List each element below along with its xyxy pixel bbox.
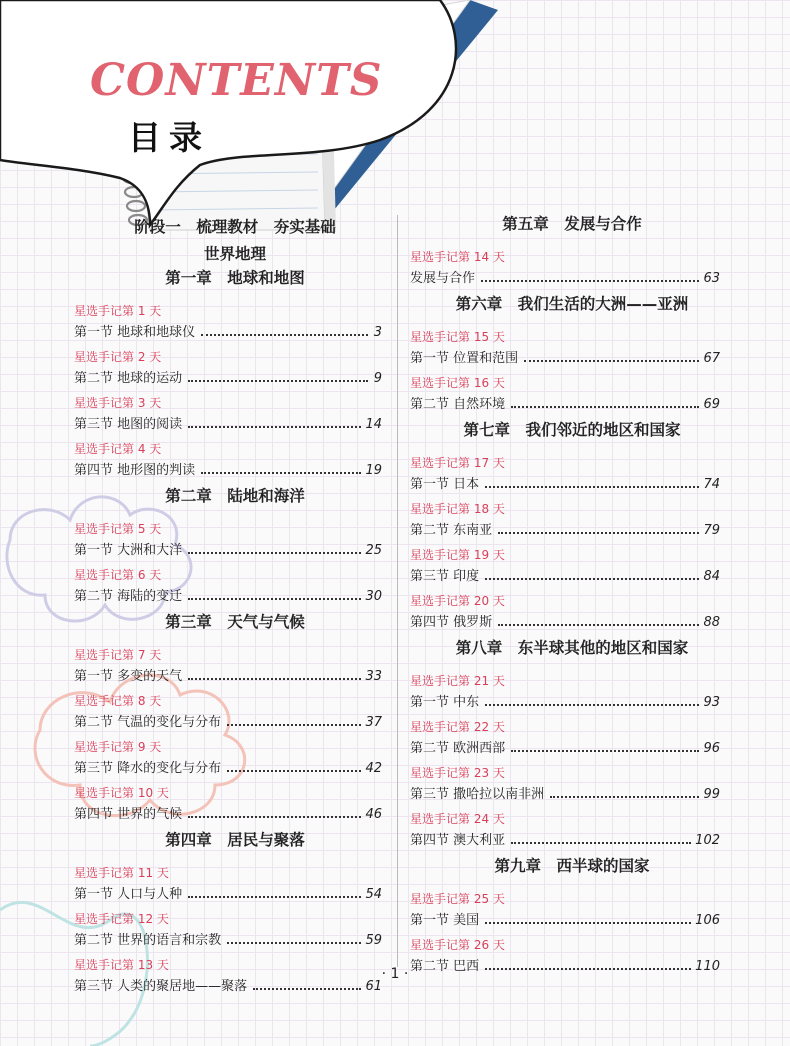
toc-entry[interactable] [410, 566, 720, 590]
study-note-label: 星选手记第 25 天 [410, 892, 505, 906]
study-note-label: 星选手记第 16 天 [410, 376, 505, 390]
toc-page-number: 63 [703, 271, 720, 286]
toc-entry[interactable] [410, 394, 720, 418]
toc-entry-label: 第二节 世界的语言和宗教 [74, 933, 222, 948]
toc-entry[interactable] [410, 692, 720, 716]
toc-entry[interactable] [74, 460, 382, 484]
toc-entry-label: 第一节 位置和范围 [410, 351, 519, 366]
toc-page-number: 110 [695, 959, 720, 974]
toc-entry[interactable] [74, 884, 382, 908]
toc-entry-label: 第一节 大洲和大洋 [74, 543, 183, 558]
toc-entry-label: 第二节 欧洲西部 [410, 741, 506, 756]
toc-entry-label: 第四节 地形图的判读 [74, 463, 196, 478]
toc-entry-label: 第四节 俄罗斯 [410, 615, 493, 630]
study-note-label: 星选手记第 11 天 [74, 866, 169, 880]
toc-entry[interactable] [74, 804, 382, 828]
study-note-label: 星选手记第 5 天 [74, 522, 162, 536]
toc-page-number: 96 [703, 741, 720, 756]
toc-entry-label: 第一节 美国 [410, 913, 480, 928]
toc-entry-label: 发展与合作 [410, 271, 476, 286]
toc-page-number: 69 [703, 397, 720, 412]
study-note-label: 星选手记第 18 天 [410, 502, 505, 516]
chapter-heading: 第四章 居民与聚落 [165, 831, 305, 849]
dot-leader [201, 334, 368, 336]
toc-page-number: 99 [703, 787, 720, 802]
toc-entry-label: 第三节 降水的变化与分布 [74, 761, 222, 776]
toc-entry-label: 第四节 澳大利亚 [410, 833, 506, 848]
toc-entry[interactable] [74, 322, 382, 346]
study-note-label: 星选手记第 10 天 [74, 786, 169, 800]
toc-page-number: 102 [695, 833, 720, 848]
toc-page-number: 84 [703, 569, 720, 584]
header-bubble [0, 0, 480, 240]
study-note-label: 星选手记第 24 天 [410, 812, 505, 826]
toc-entry[interactable] [410, 612, 720, 636]
toc-entry-label: 第一节 日本 [410, 477, 480, 492]
toc-entry[interactable] [74, 758, 382, 782]
toc-page-number: 42 [365, 761, 382, 776]
column-divider [397, 215, 398, 967]
study-note-label: 星选手记第 23 天 [410, 766, 505, 780]
toc-entry[interactable] [410, 738, 720, 762]
toc-entry-label: 第四节 世界的气候 [74, 807, 183, 822]
chapter-heading: 第七章 我们邻近的地区和国家 [463, 421, 681, 439]
toc-entry-label: 第一节 人口与人种 [74, 887, 183, 902]
study-note-label: 星选手记第 21 天 [410, 674, 505, 688]
toc-entry-label: 第二节 巴西 [410, 959, 480, 974]
toc-entry-label: 第一节 多变的天气 [74, 669, 183, 684]
toc-entry-label: 第二节 自然环境 [410, 397, 506, 412]
toc-entry[interactable] [410, 348, 720, 372]
dot-leader [511, 842, 691, 844]
toc-page-number: 54 [365, 887, 382, 902]
study-note-label: 星选手记第 6 天 [74, 568, 162, 582]
study-note-label: 星选手记第 14 天 [410, 250, 505, 264]
toc-entry-label: 第二节 气温的变化与分布 [74, 715, 222, 730]
study-note-label: 星选手记第 22 天 [410, 720, 505, 734]
chapter-heading: 第三章 天气与气候 [165, 613, 305, 631]
toc-entry[interactable] [74, 540, 382, 564]
stage-heading: 阶段一 梳理教材 夯实基础 [134, 218, 336, 236]
study-note-label: 星选手记第 12 天 [74, 912, 169, 926]
toc-entry[interactable] [74, 414, 382, 438]
dot-leader [227, 942, 361, 944]
toc-entry[interactable] [410, 520, 720, 544]
toc-entry-label: 第二节 海陆的变迁 [74, 589, 183, 604]
toc-entry[interactable] [74, 930, 382, 954]
toc-page-number: 93 [703, 695, 720, 710]
toc-entry-label: 第一节 中东 [410, 695, 480, 710]
dot-leader [188, 426, 361, 428]
toc-right-column [410, 212, 720, 980]
study-note-label: 星选手记第 15 天 [410, 330, 505, 344]
chapter-heading: 第一章 地球和地图 [165, 269, 305, 287]
dot-leader [201, 472, 361, 474]
study-note-label: 星选手记第 2 天 [74, 350, 162, 364]
dot-leader [227, 724, 361, 726]
dot-leader [188, 816, 361, 818]
contents-title: CONTENTS [90, 55, 383, 106]
toc-page-number: 25 [365, 543, 382, 558]
study-note-label: 星选手记第 17 天 [410, 456, 505, 470]
toc-page-number: 67 [703, 351, 720, 366]
toc-page-number: 59 [365, 933, 382, 948]
toc-page-number: 79 [703, 523, 720, 538]
study-note-label: 星选手记第 13 天 [74, 958, 169, 972]
dot-leader [498, 624, 699, 626]
dot-leader [227, 770, 361, 772]
toc-page-number: 106 [695, 913, 720, 928]
toc-entry-label: 第三节 撒哈拉以南非洲 [410, 787, 545, 802]
dot-leader [188, 552, 361, 554]
chapter-heading: 第五章 发展与合作 [502, 215, 642, 233]
toc-page-number: 33 [365, 669, 382, 684]
dot-leader [511, 750, 699, 752]
toc-page-number: 61 [365, 979, 382, 994]
study-note-label: 星选手记第 8 天 [74, 694, 162, 708]
toc-entry-label: 第三节 人类的聚居地——聚落 [74, 979, 248, 994]
study-note-label: 星选手记第 9 天 [74, 740, 162, 754]
dot-leader [485, 486, 699, 488]
toc-page-number: 88 [703, 615, 720, 630]
dot-leader [550, 796, 699, 798]
dot-leader [188, 598, 361, 600]
toc-entry-label: 第二节 东南亚 [410, 523, 493, 538]
chapter-heading: 第九章 西半球的国家 [494, 857, 650, 875]
study-note-label: 星选手记第 20 天 [410, 594, 505, 608]
toc-entry[interactable] [410, 910, 720, 934]
toc-entry[interactable] [410, 784, 720, 808]
toc-entry-label: 第一节 地球和地球仪 [74, 325, 196, 340]
toc-page-number: 37 [365, 715, 382, 730]
chapter-heading: 第八章 东半球其他的地区和国家 [455, 639, 689, 657]
study-note-label: 星选手记第 4 天 [74, 442, 162, 456]
dot-leader [485, 922, 691, 924]
dot-leader [253, 988, 361, 990]
toc-entry[interactable] [410, 474, 720, 498]
chapter-heading: 第二章 陆地和海洋 [165, 487, 305, 505]
toc-page-number: 9 [373, 371, 382, 386]
study-note-label: 星选手记第 26 天 [410, 938, 505, 952]
toc-entry[interactable] [74, 712, 382, 736]
study-note-label: 星选手记第 3 天 [74, 396, 162, 410]
dot-leader [481, 280, 699, 282]
toc-page-number: 74 [703, 477, 720, 492]
toc-entry-label: 第三节 印度 [410, 569, 480, 584]
toc-left-column [74, 212, 382, 1000]
dot-leader [485, 578, 699, 580]
toc-page-number: 19 [365, 463, 382, 478]
dot-leader [188, 380, 368, 382]
toc-page-number: 14 [365, 417, 382, 432]
page-number: · 1 · [381, 966, 409, 982]
dot-leader [498, 532, 699, 534]
toc-page-number: 46 [365, 807, 382, 822]
dot-leader [188, 678, 361, 680]
toc-entry[interactable] [410, 268, 720, 292]
toc-page-number: 3 [373, 325, 382, 340]
toc-entry-label: 第三节 地图的阅读 [74, 417, 183, 432]
dot-leader [524, 360, 699, 362]
toc-entry[interactable] [74, 586, 382, 610]
contents-title-cn: 目录 [128, 118, 210, 157]
toc-entry[interactable] [410, 830, 720, 854]
chapter-heading: 第六章 我们生活的大洲——亚洲 [455, 295, 689, 313]
study-note-label: 星选手记第 1 天 [74, 304, 162, 318]
study-note-label: 星选手记第 7 天 [74, 648, 162, 662]
dot-leader [188, 896, 361, 898]
study-note-label: 星选手记第 19 天 [410, 548, 505, 562]
part-heading: 世界地理 [203, 245, 266, 263]
toc-page-number: 30 [365, 589, 382, 604]
toc-entry[interactable] [74, 666, 382, 690]
dot-leader [485, 704, 699, 706]
toc-entry[interactable] [74, 368, 382, 392]
toc-entry-label: 第二节 地球的运动 [74, 371, 183, 386]
dot-leader [511, 406, 699, 408]
